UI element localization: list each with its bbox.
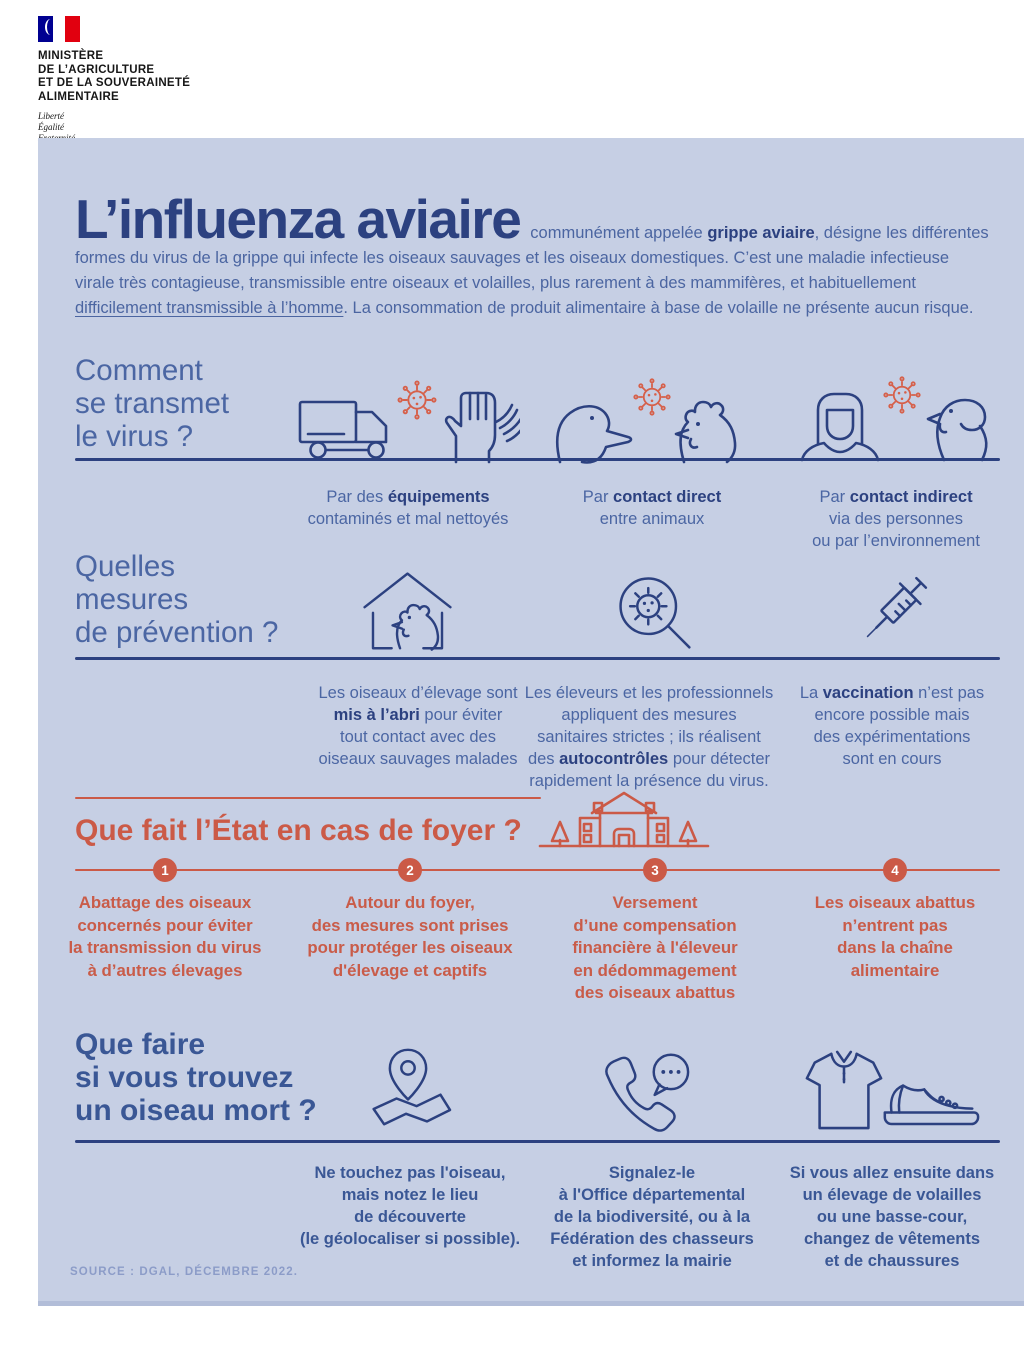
person-icon <box>794 388 886 462</box>
step-3-badge: 3 <box>643 858 667 882</box>
caption-mise-a-l-abri: Les oiseaux d’élevage sont mis à l’abri pour éviter tout contact avec des oiseaux sauvages malades <box>318 684 518 768</box>
sneaker-icon <box>880 1070 980 1130</box>
caption-equipements: Par des équipements contaminés et mal nettoyés <box>307 488 509 528</box>
clothes-icons <box>802 1048 980 1130</box>
source-note: SOURCE : DGAL, DÉCEMBRE 2022. <box>70 1266 299 1278</box>
transmission-divider <box>75 458 1000 461</box>
caption-contact-indirect: Par contact indirect via des personnes ou par l’environnement <box>812 488 980 550</box>
gov-logo-block <box>38 16 190 144</box>
step-2-text: Autour du foyer, des mesures sont prises pour protéger les oiseaux d'élevage et captifs <box>307 893 513 980</box>
caption-autocontroles: Les éleveurs et les professionnels appliquent des mesures sanitaires strictes ; ils réalisent des autocontrôles pour détecter rapidement la présence du virus. <box>524 684 774 790</box>
dead-bird-divider <box>75 1140 1000 1143</box>
gloves-icon <box>434 384 520 464</box>
prevention-divider <box>75 657 1000 660</box>
map-pin-icon <box>362 1046 454 1130</box>
underlined-phrase: difficilement transmissible à l’homme <box>75 298 344 317</box>
caption-vaccination: La vaccination n’est pas encore possible mais des expérimentations sont en cours <box>799 684 985 768</box>
rooster-icon <box>668 390 748 464</box>
steps-timeline-rule <box>75 869 1000 871</box>
dead-bird-heading: Que faire si vous trouvez un oiseau mort ? <box>75 1028 317 1127</box>
shirt-icon <box>802 1048 886 1130</box>
step-1-text: Abattage des oiseaux concernés pour éviter la transmission du virus à d’autres élevages <box>68 893 262 980</box>
step-1-badge: 1 <box>153 858 177 882</box>
step-4-badge: 4 <box>883 858 907 882</box>
prevention-heading: Quelles mesures de prévention ? <box>75 550 279 649</box>
virus-icon <box>395 378 439 422</box>
syringe-icon <box>848 564 940 656</box>
republic-motto: Liberté Égalité <box>38 111 64 132</box>
step-3-text: Versement d’une compensation financière à l'éleveur en dédommagement des oiseaux abattus <box>572 893 738 1002</box>
magnifier-virus-icon <box>608 568 700 654</box>
turkey-icon <box>918 386 996 462</box>
virus-icon <box>881 374 923 416</box>
town-hall-icon <box>536 782 712 856</box>
ministry-name: MINISTÈRE DE L’AGRICULTURE ET DE LA SOUVERAINETÉ ALIMENTAIRE <box>38 50 191 103</box>
state-heading: Que fait l’État en cas de foyer ? <box>75 814 522 847</box>
caption-contact-direct: Par contact direct entre animaux <box>582 488 722 528</box>
virus-icon <box>631 376 673 418</box>
step-4-text: Les oiseaux abattus n’entrent pas dans la chaîne alimentaire <box>814 893 976 980</box>
state-top-rule <box>75 797 541 799</box>
caption-changez-vetements: Si vous allez ensuite dans un élevage de volailles ou une basse-cour, changez de vêtements et de chaussures <box>789 1164 995 1270</box>
caption-signalez-le: Signalez-le à l'Office départemental de la biodiversité, ou à la Fédération des chasseurs et informez la mairie <box>550 1164 754 1270</box>
french-flag-icon <box>38 16 80 42</box>
page-title: L’influenza aviaire <box>75 187 521 250</box>
equipment-icons <box>296 378 520 464</box>
step-2-badge: 2 <box>398 858 422 882</box>
transmission-heading: Comment se transmet le virus ? <box>75 354 230 453</box>
intro-paragraph: L’influenza aviaire communément appelée grippe aviaire, désigne les différentes formes du virus de la grippe qui infecte les oiseaux sauvages et les oiseaux domestiques. C’est une maladie infectieuse virale très contagieuse, transmissible entre oiseaux et volailles, plus rarement à des mammifères, et habituellement difficilement transmissible à l’homme. La consommation de produit alimentaire à base de volaille ne présente aucun risque. <box>75 187 989 317</box>
phone-icon <box>598 1050 698 1134</box>
main-panel <box>38 138 1024 1306</box>
direct-contact-icons <box>548 376 748 464</box>
poultry-shelter-icon <box>359 566 456 654</box>
caption-ne-touchez-pas: Ne touchez pas l'oiseau, mais notez le lieu de découverte (le géolocaliser si possible). <box>299 1164 521 1248</box>
indirect-contact-icons <box>794 374 996 462</box>
duck-icon <box>548 392 636 464</box>
truck-icon <box>296 392 400 464</box>
